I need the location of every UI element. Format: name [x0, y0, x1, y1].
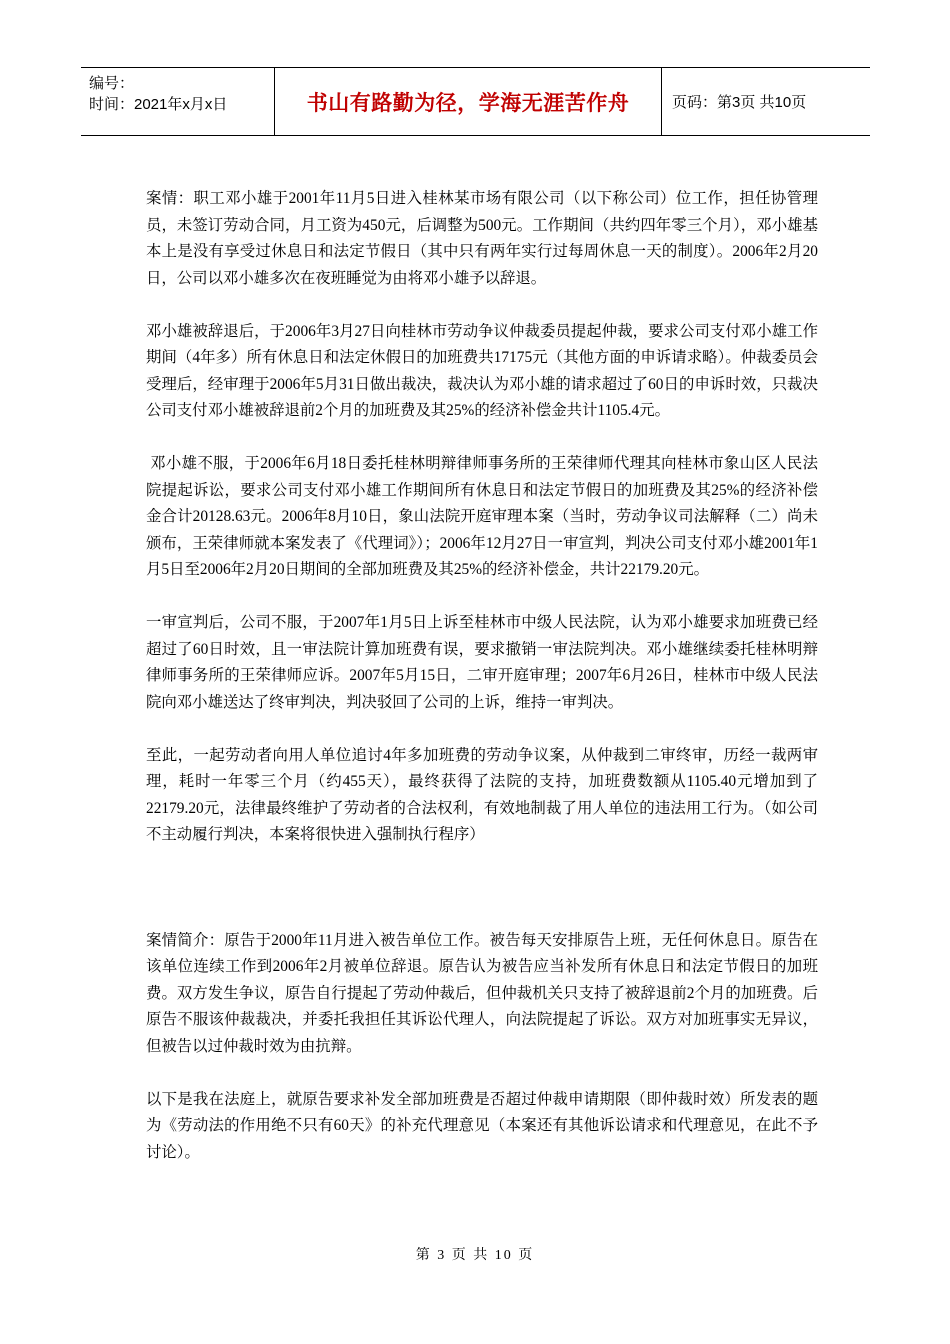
- header-motto: 书山有路勤为径，学海无涯苦作舟: [275, 68, 662, 135]
- paragraph-first-instance: 邓小雄不服，于2006年6月18日委托桂林明辩律师事务所的王荣律师代理其向桂林市象山区人民法院提起诉讼，要求公司支付邓小雄工作期间所有休息日和法定节假日的加班费及其25%的经济补偿金合计20128.63元。2006年8月10日，象山法院开庭审理本案（当时，劳动争议司法解释（二）尚未颁布，王荣律师就本案发表了《代理词》）；2006年12月27日一审宣判，判决公司支付邓小雄2001年1月5日至2006年2月20日期间的全部加班费及其25%的经济补偿金，共计22179.20元。: [146, 455, 818, 578]
- document-date: 时间：2021年x月x日: [89, 96, 228, 113]
- paragraph-case-summary: 案情简介：原告于2000年11月进入被告单位工作。被告每天安排原告上班，无任何休息日。原告在该单位连续工作到2006年2月被单位辞退。原告认为被告应当补发所有休息日和法定节假日的加班费。双方发生争议，原告自行提起了劳动仲裁后，但仲裁机关只支持了被辞退前2个月的加班费。后原告不服该仲裁裁决，并委托我担任其诉讼代理人，向法院提起了诉讼。双方对加班事实无异议，但被告以过仲裁时效为由抗辩。: [146, 931, 818, 1055]
- page-header: [81, 67, 870, 136]
- paragraph-representation: 以下是我在法庭上，就原告要求补发全部加班费是否超过仲裁申请期限（即仲裁时效）所发表的题为《劳动法的作用绝不只有60天》的补充代理意见（本案还有其他诉讼请求和代理意见，在此不予讨论）。: [146, 1090, 818, 1161]
- document-number: 编号：: [89, 75, 135, 92]
- paragraph-case: 案情：职工邓小雄于2001年11月5日进入桂林某市场有限公司（以下称公司）位工作，担任协管理员，未签订劳动合同，月工资为450元，后调整为500元。工作期间（共约四年零三个月），邓小雄基本上是没有享受过休息日和法定节假日（其中只有两年实行过每周休息一天的制度）。2006年2月20日，公司以邓小雄多次在夜班睡觉为由将邓小雄予以辞退。: [146, 190, 818, 287]
- header-page-number: 页码：第3页 共10页: [672, 94, 807, 111]
- page-footer: 第 3 页 共 10 页: [415, 1248, 535, 1263]
- paragraph-conclusion: 至此，一起劳动者向用人单位追讨4年多加班费的劳动争议案，从仲裁到二审终审，历经一裁两审理，耗时一年零三个月（约455天），最终获得了法院的支持，加班费数额从1105.40元增加到了22179.20元，法律最终维护了劳动者的合法权利，有效地制裁了用人单位的违法用工行为。（如公司不主动履行判决，本案将很快进入强制执行程序）: [146, 746, 818, 843]
- paragraph-arbitration: 邓小雄被辞退后，于2006年3月27日向桂林市劳动争议仲裁委员提起仲裁，要求公司支付邓小雄工作期间（4年多）所有休息日和法定休假日的加班费共17175元（其他方面的申诉请求略）。仲裁委员会受理后，经审理于2006年5月31日做出裁决，裁决认为邓小雄的请求超过了60日的申诉时效，只裁决公司支付邓小雄被辞退前2个月的加班费及其25%的经济补偿金共计1105.4元。: [146, 322, 818, 419]
- paragraph-second-instance: 一审宣判后，公司不服，于2007年1月5日上诉至桂林市中级人民法院，认为邓小雄要求加班费已经超过了60日时效，且一审法院计算加班费有误，要求撤销一审法院判决。邓小雄继续委托桂林明辩律师事务所的王荣律师应诉。2007年5月15日，二审开庭审理；2007年6月26日，桂林市中级人民法院向邓小雄送达了终审判决，判决驳回了公司的上诉，维持一审判决。: [146, 614, 818, 711]
- header-meta: [81, 68, 275, 135]
- document-body: [146, 186, 818, 1166]
